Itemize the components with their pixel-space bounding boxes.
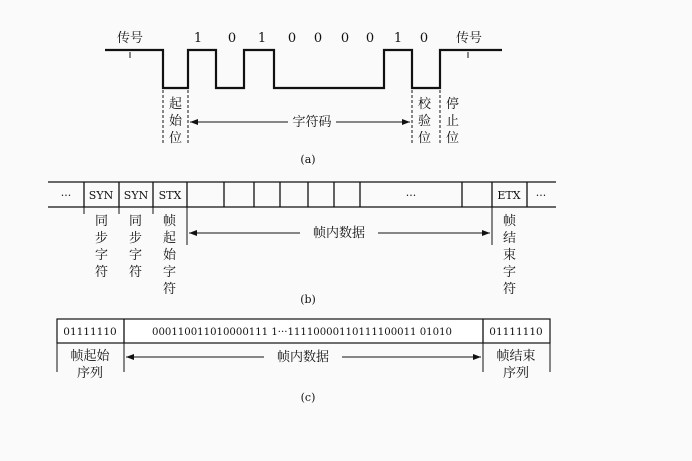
syn-cell-2: SYN (123, 189, 149, 202)
frame-start-char-label: 符 (163, 282, 177, 297)
sync-char-label-2: 步 (129, 231, 143, 246)
mark-label-left: 传号 (117, 31, 144, 46)
bit-label: 1 (193, 31, 203, 46)
frame-start-seq-label: 帧起始 (70, 349, 110, 364)
start-bit-char: 起 (169, 97, 183, 112)
stop-bit-char: 止 (446, 114, 460, 129)
start-bit-char: 始 (169, 114, 183, 129)
stop-bit-char: 停 (446, 97, 460, 112)
bit-label: 0 (340, 31, 350, 46)
middle-ellipsis: ··· (405, 189, 417, 202)
frame-end-char-label: 字 (503, 265, 517, 280)
sync-char-label-2: 同 (129, 214, 143, 229)
parity-bit-char: 校 (418, 97, 432, 112)
panel-c (57, 319, 550, 404)
frame-end-char-label: 符 (503, 282, 517, 297)
parity-bit-char: 位 (418, 131, 432, 146)
start-bit-char: 位 (169, 131, 183, 146)
arrow-head (473, 354, 481, 360)
mark-label-right: 传号 (456, 31, 483, 46)
caption-a: (a) (300, 153, 316, 166)
frame-data-label-c: 帧内数据 (276, 350, 330, 365)
caption-b: (b) (300, 293, 316, 306)
bit-label: 1 (257, 31, 267, 46)
bit-label: 1 (393, 31, 403, 46)
sync-char-label-2: 字 (129, 248, 143, 263)
sync-char-label-1: 字 (95, 248, 109, 263)
frame-end-seq-label: 帧结束 (496, 349, 536, 364)
frame-end-char-label: 帧 (503, 214, 517, 229)
frame-data-label-b: 帧内数据 (312, 226, 366, 241)
arrow-head (402, 119, 410, 125)
arrow-head (482, 230, 490, 236)
syn-cell-1: SYN (88, 189, 114, 202)
bit-label: 0 (287, 31, 297, 46)
parity-bit-char: 验 (418, 114, 432, 129)
arrow-head (190, 119, 198, 125)
bit-label: 0 (227, 31, 237, 46)
arrow-head (126, 354, 134, 360)
sync-char-label-1: 步 (95, 231, 109, 246)
payload-bits: 000110011010000111 1···11110000110111100011 01010 (152, 326, 452, 338)
caption-c: (c) (300, 391, 316, 404)
sync-char-label-2: 符 (129, 265, 143, 280)
sync-char-label-1: 符 (95, 265, 109, 280)
left-ellipsis: ··· (60, 189, 72, 202)
flag-right: 01111110 (489, 326, 543, 338)
right-ellipsis: ··· (535, 189, 547, 202)
sync-char-label-1: 同 (95, 214, 109, 229)
bit-label: 0 (419, 31, 429, 46)
frame-start-seq-label: 序列 (76, 366, 104, 381)
frame-start-char-label: 帧 (163, 214, 177, 229)
bit-label: 0 (365, 31, 375, 46)
panel-b (48, 182, 556, 306)
char-code-label: 字符码 (292, 115, 332, 130)
signal-waveform (105, 50, 502, 88)
frame-start-char-label: 始 (163, 248, 177, 263)
panel-a (105, 31, 502, 166)
frame-end-char-label: 束 (503, 248, 517, 263)
frame-start-char-label: 字 (163, 265, 177, 280)
arrow-head (189, 230, 197, 236)
stx-cell: STX (158, 189, 182, 202)
etx-cell: ETX (497, 189, 521, 202)
flag-left: 01111110 (63, 326, 117, 338)
stop-bit-char: 位 (446, 131, 460, 146)
bit-label: 0 (313, 31, 323, 46)
frame-end-seq-label: 序列 (502, 366, 530, 381)
frame-start-char-label: 起 (163, 231, 177, 246)
frame-end-char-label: 结 (503, 231, 517, 246)
